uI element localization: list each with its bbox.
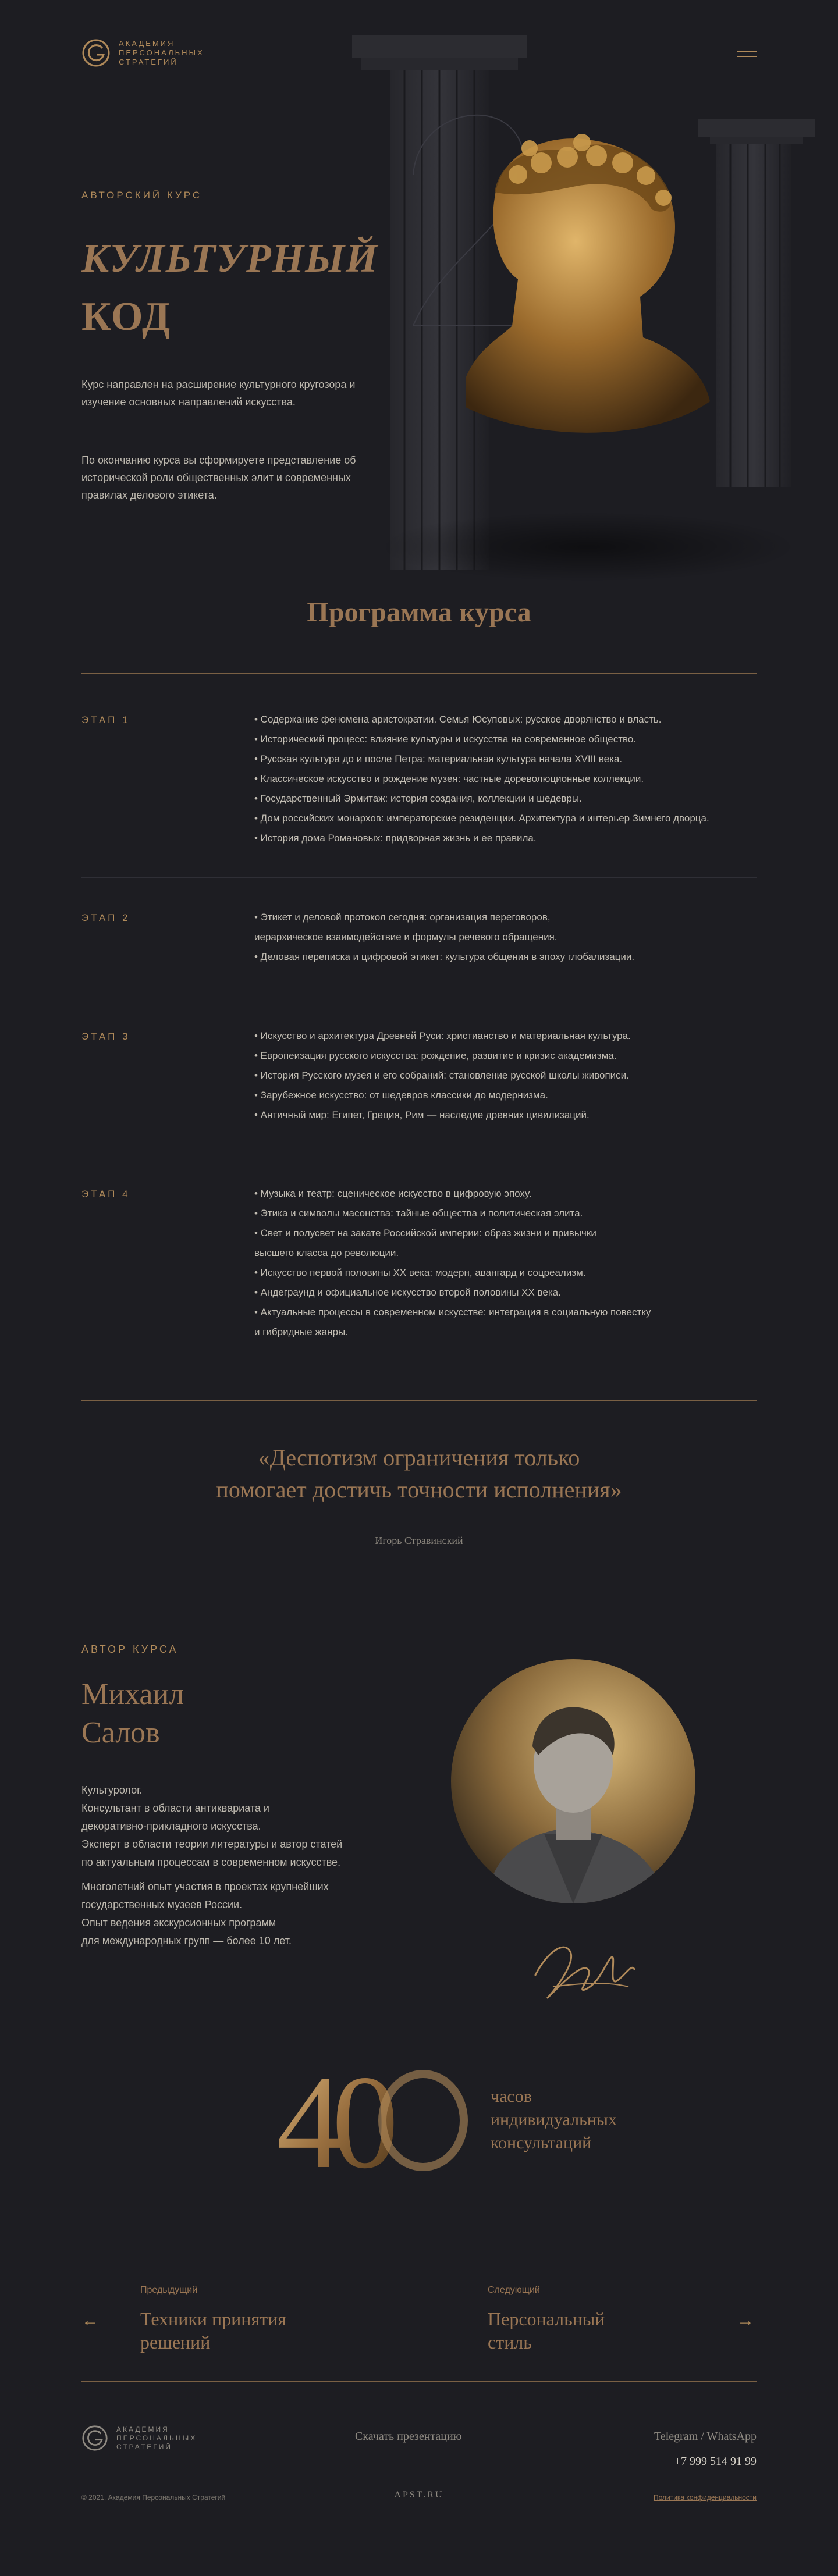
hero-eyebrow: АВТОРСКИЙ КУРС — [81, 190, 203, 201]
hero-bust-illustration — [326, 23, 838, 582]
quote-line: «Деспотизм ограничения только — [258, 1444, 580, 1471]
stage-label: ЭТАП 1 — [81, 714, 130, 725]
divider — [81, 673, 757, 674]
hero-description: Курс направлен на расширение культурного кругозора и изучение основных направлений искусства. — [81, 379, 356, 408]
logo-line: АКАДЕМИЯ — [116, 2425, 169, 2433]
stage-item: • Содержание феномена аристократии. Семья Юсуповых: русское дворянство и власть. — [254, 714, 662, 725]
bio-line: Культуролог. — [81, 1784, 143, 1796]
bio-line: Многолетний опыт участия в проектах крупнейших — [81, 1881, 329, 1892]
stage-item: • Свет и полусвет на закате Российской империи: образ жизни и привычки — [254, 1227, 596, 1239]
next-label: Следующий — [488, 2285, 540, 2295]
stage-label: ЭТАП 3 — [81, 1031, 130, 1042]
phone-link[interactable]: +7 999 514 91 99 — [674, 2455, 757, 2468]
program-title: Программа курса — [307, 597, 531, 628]
stage-item: • Искусство первой половины XX века: модерн, авангард и соцреализм. — [254, 1267, 586, 1278]
logo-icon — [81, 38, 111, 67]
stage-item: • Дом российских монархов: императорские резиденции. Архитектура и интерьер Зимнего дворца. — [254, 813, 709, 824]
bio-line: Консультант в области антиквариата и — [81, 1802, 269, 1814]
stage-2-list — [254, 908, 813, 967]
site-link[interactable]: APST.RU — [394, 2490, 444, 2500]
logo-text — [119, 39, 204, 67]
copyright: © 2021. Академия Персональных Стратегий — [81, 2493, 226, 2502]
hero-title-line2: КОД — [81, 294, 172, 339]
stage-item: иерархическое взаимодействие и формулы речевого обращения. — [254, 931, 558, 942]
quote — [0, 1442, 838, 1506]
stat-caption-line: часов — [491, 2087, 532, 2106]
arrow-right-icon[interactable]: → — [737, 2311, 754, 2330]
stat-caption-line: индивидуальных — [491, 2110, 617, 2129]
divider — [81, 1400, 757, 1401]
author-signature — [530, 1929, 640, 2016]
stage-item: • Европеизация русского искусства: рождение, развитие и кризис академизма. — [254, 1050, 617, 1061]
stage-item: и гибридные жанры. — [254, 1326, 348, 1337]
stage-item: • Деловая переписка и цифровой этикет: культура общения в эпоху глобализации. — [254, 951, 635, 962]
bio-line: Эксперт в области теории литературы и автор статей — [81, 1838, 343, 1850]
privacy-policy-link[interactable]: Политика конфиденциальности — [653, 2493, 757, 2502]
author-last-name: Салов — [81, 1716, 160, 1749]
next-title-line: Персональный — [488, 2308, 605, 2329]
hero-outcome: По окончанию курса вы сформируете представление об исторической роли общественных элит и современных правилах делового этикета. — [81, 454, 356, 501]
next-course-link[interactable] — [488, 2285, 709, 2354]
stage-item: • Русская культура до и после Петра: материальная культура начала XVIII века. — [254, 753, 623, 764]
logo-line: СТРАТЕГИЙ — [119, 58, 178, 66]
prev-title-line: решений — [140, 2332, 211, 2353]
divider — [81, 877, 757, 878]
bio-line: для международных групп — более 10 лет. — [81, 1935, 292, 1947]
bio-line: по актуальным процессам в современном искусстве. — [81, 1856, 341, 1868]
prev-course-link[interactable] — [140, 2285, 385, 2354]
author-first-name: Михаил — [81, 1678, 184, 1711]
author-experience — [81, 1878, 396, 1950]
stage-item: • Искусство и архитектура Древней Руси: христианство и материальная культура. — [254, 1030, 631, 1041]
logo-line: ПЕРСОНАЛЬНЫХ — [116, 2433, 197, 2442]
stat-number: 40 — [276, 2062, 387, 2179]
logo-text — [116, 2425, 197, 2452]
stage-item: • Этикет и деловой протокол сегодня: организация переговоров, — [254, 912, 551, 923]
next-title-line: стиль — [488, 2332, 532, 2353]
header-logo[interactable] — [81, 38, 204, 67]
stage-4-list — [254, 1184, 813, 1342]
logo-line: АКАДЕМИЯ — [119, 39, 175, 48]
stage-item: • Античный мир: Египет, Греция, Рим — наследие древних цивилизаций. — [254, 1109, 590, 1120]
quote-author: Игорь Стравинский — [375, 1535, 463, 1546]
prev-title — [140, 2307, 385, 2354]
stage-item: • История Русского музея и его собраний: становление русской школы живописи. — [254, 1070, 629, 1081]
logo-line: ПЕРСОНАЛЬНЫХ — [119, 48, 204, 57]
download-presentation-link[interactable]: Скачать презентацию — [355, 2430, 462, 2443]
stat-caption-line: консультаций — [491, 2133, 592, 2152]
forty-hours-graphic — [271, 2062, 480, 2179]
bio-line: Опыт ведения экскурсионных программ — [81, 1917, 276, 1929]
stage-item: • История дома Романовых: придворная жизнь и ее правила. — [254, 832, 537, 844]
stage-item: • Андеграунд и официальное искусство второй половины XX века. — [254, 1287, 561, 1298]
stage-item: • Музыка и театр: сценическое искусство в цифровую эпоху. — [254, 1188, 532, 1199]
author-eyebrow: АВТОР КУРСА — [81, 1643, 179, 1655]
footer-logo[interactable] — [81, 2425, 197, 2452]
prev-title-line: Техники принятия — [140, 2308, 286, 2329]
stage-3-list — [254, 1026, 813, 1125]
bio-line: государственных музеев России. — [81, 1899, 243, 1910]
logo-line: СТРАТЕГИЙ — [116, 2442, 172, 2451]
stage-item: высшего класса до революции. — [254, 1247, 399, 1258]
author-bio — [81, 1781, 396, 1871]
hero-title — [81, 230, 379, 346]
stage-item: • Актуальные процессы в современном искусстве: интеграция в социальную повестку — [254, 1307, 651, 1318]
next-title — [488, 2307, 709, 2354]
bio-line: декоративно-прикладного искусства. — [81, 1820, 261, 1832]
author-portrait — [451, 1659, 695, 1903]
stage-item: • Этика и символы масонства: тайные общества и политическая элита. — [254, 1208, 583, 1219]
stage-label: ЭТАП 2 — [81, 912, 130, 923]
logo-icon — [81, 2425, 108, 2452]
arrow-left-icon[interactable]: ← — [81, 2311, 99, 2330]
stage-item: • Государственный Эрмитаж: история создания, коллекции и шедевры. — [254, 793, 582, 804]
stage-1-list — [254, 710, 813, 848]
stage-item: • Классическое искусство и рождение музея: частные дореволюционные коллекции. — [254, 773, 644, 784]
quote-line: помогает достичь точности исполнения» — [216, 1476, 622, 1503]
stat-caption — [491, 2085, 617, 2155]
stage-label: ЭТАП 4 — [81, 1189, 130, 1200]
messengers-link[interactable]: Telegram / WhatsApp — [654, 2430, 757, 2443]
hero-title-line1: КУЛЬТУРНЫЙ — [81, 236, 379, 281]
stage-item: • Исторический процесс: влияние культуры и искусства на современное общество. — [254, 734, 637, 745]
stage-item: • Зарубежное искусство: от шедевров классики до модернизма. — [254, 1090, 548, 1101]
prev-label: Предыдущий — [140, 2285, 198, 2295]
author-name — [81, 1675, 184, 1752]
